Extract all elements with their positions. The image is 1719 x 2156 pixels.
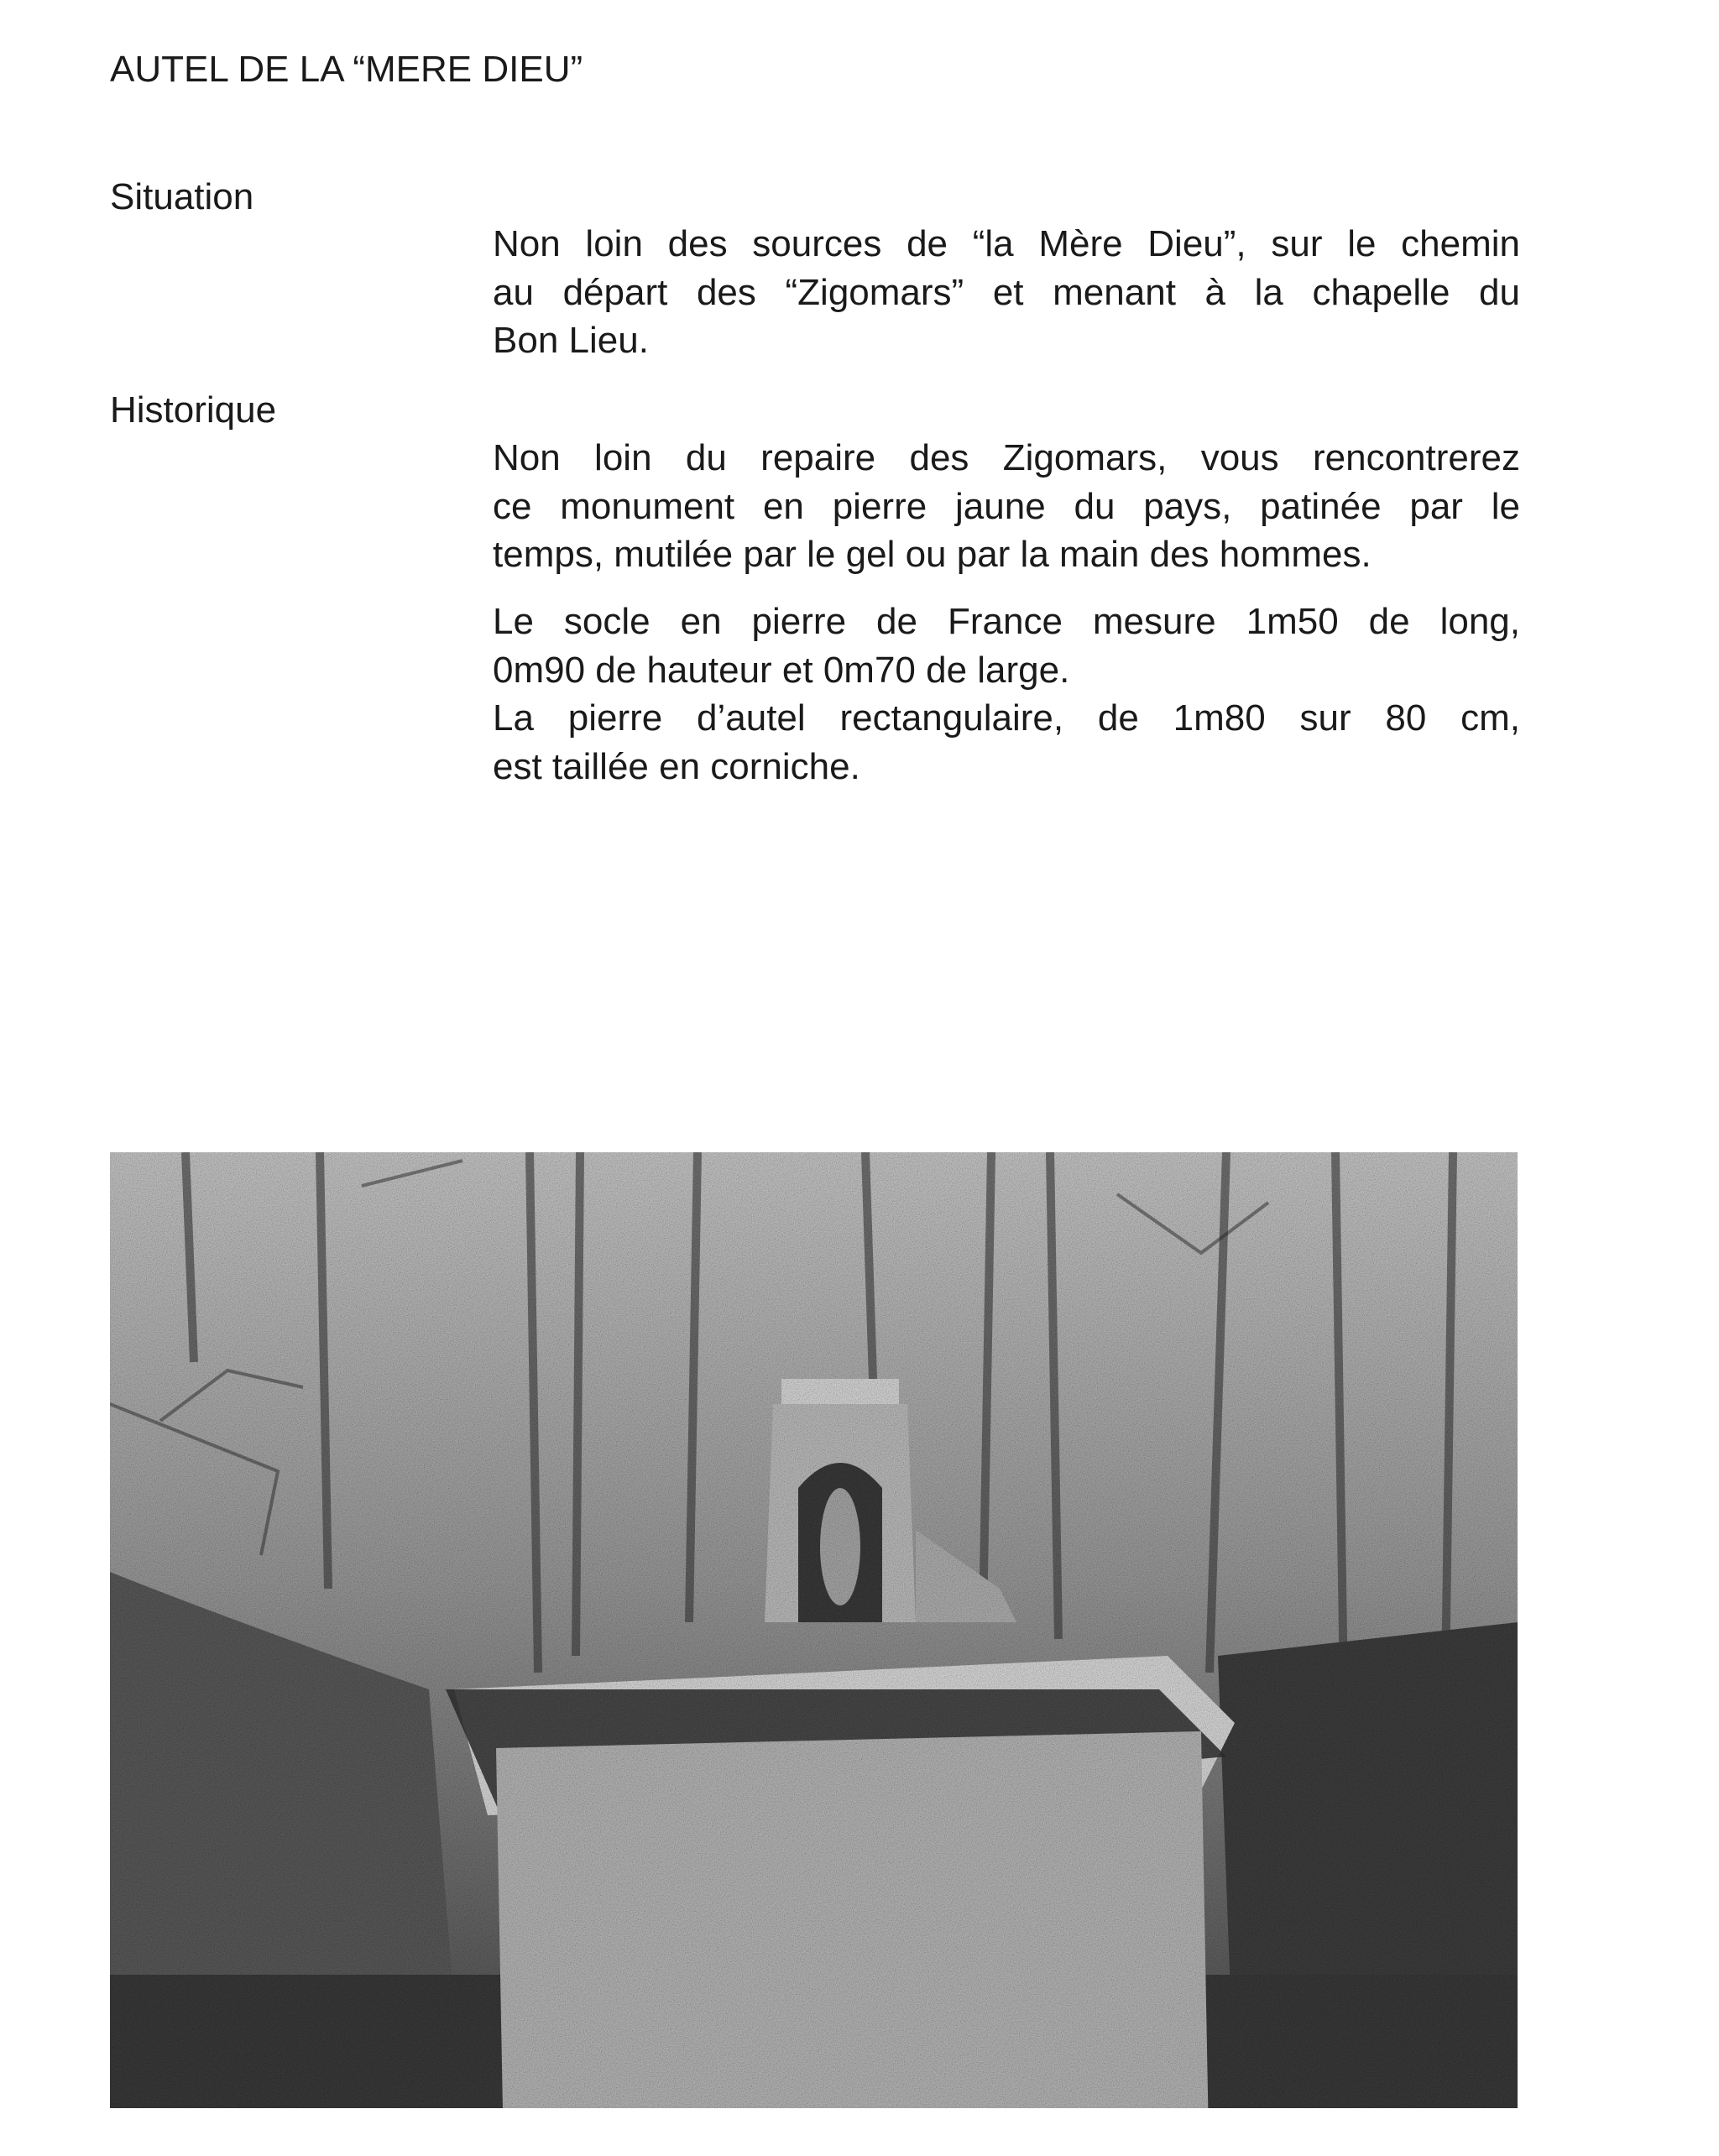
historique-paragraph-1 bbox=[493, 434, 1520, 579]
altar-photo bbox=[110, 1152, 1518, 2108]
text-line: Non loin du repaire des Zigomars, vous rencontrerez bbox=[493, 437, 1520, 478]
text-line: La pierre d’autel rectangulaire, de 1m80 sur 80 cm, bbox=[493, 697, 1520, 739]
text-line: Bon Lieu. bbox=[493, 320, 649, 361]
text-line: Non loin des sources de “la Mère Dieu”, sur le chemin bbox=[493, 223, 1520, 264]
section-label-historique: Historique bbox=[110, 389, 277, 431]
text-line: au départ des “Zigomars” et menant à la chapelle du bbox=[493, 271, 1520, 313]
altar-base bbox=[496, 1731, 1210, 2108]
situation-paragraph bbox=[493, 220, 1520, 365]
text-line: Le socle en pierre de France mesure 1m50 de long, bbox=[493, 601, 1520, 642]
text-line: temps, mutilée par le gel ou par la main des hommes. bbox=[493, 534, 1372, 575]
text-line: est taillée en corniche. bbox=[493, 745, 860, 787]
text-line: ce monument en pierre jaune du pays, patinée par le bbox=[493, 485, 1520, 527]
text-line: 0m90 de hauteur et 0m70 de large. bbox=[493, 649, 1070, 691]
page-title: AUTEL DE LA “MERE DIEU” bbox=[110, 49, 583, 90]
section-label-situation: Situation bbox=[110, 176, 254, 217]
historique-paragraph-2 bbox=[493, 598, 1520, 791]
altar-photo-drawing bbox=[110, 1152, 1518, 2108]
